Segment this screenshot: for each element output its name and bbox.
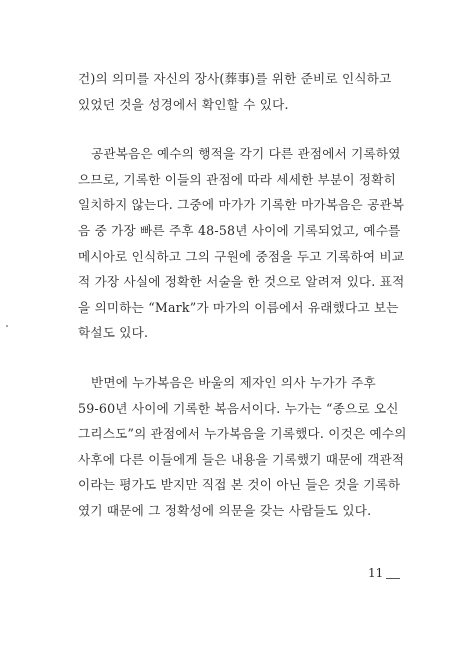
text-line: 있었던 것을 성경에서 확인할 수 있다. bbox=[78, 96, 289, 112]
paragraph-1 bbox=[78, 66, 394, 117]
paragraph-2 bbox=[78, 141, 405, 346]
text-line: 메시아로 인식하고 그의 구원에 중점을 두고 기록하여 비교 bbox=[78, 248, 405, 264]
text-line: 였기 때문에 그 정확성에 의문을 갖는 사람들도 있다. bbox=[78, 502, 372, 518]
text-line: 으므로, 기록한 이들의 관점에 따라 세세한 부분이 정확히 bbox=[78, 171, 397, 187]
text-line: 학설도 있다. bbox=[78, 325, 149, 341]
text-line: 건)의 의미를 자신의 장사(葬事)를 위한 준비로 인식하고 bbox=[78, 71, 392, 86]
text-line: 을 의미하는 “Mark”가 마가의 이름에서 유래했다고 보는 bbox=[78, 299, 399, 315]
text-line: 적 가장 사실에 정확한 서술을 한 것으로 알려져 있다. 표적 bbox=[78, 274, 405, 290]
text-line: 그리스도”의 관점에서 누가복음을 기록했다. 이것은 예수의 bbox=[78, 426, 407, 442]
text-line: 사후에 다른 이들에게 들은 내용을 기록했기 때문에 객관적 bbox=[78, 451, 405, 467]
text-line: 음 중 가장 빠른 주후 48-58년 사이에 기록되었고, 예수를 bbox=[78, 222, 401, 238]
body-text bbox=[78, 66, 407, 548]
text-line: 공관복음은 예수의 행적을 각기 다른 관점에서 기록하였 bbox=[91, 146, 401, 162]
text-line: 59-60년 사이에 기록한 복음서이다. 누가는 “종으로 오신 bbox=[78, 400, 399, 416]
text-line: 이라는 평가도 받지만 직접 본 것이 아닌 들은 것을 기록하 bbox=[78, 477, 401, 493]
page-number: 11 bbox=[368, 566, 384, 580]
paragraph-3 bbox=[78, 370, 407, 524]
page-number-underline bbox=[386, 578, 400, 579]
text-line: 일치하지 않는다. 그중에 마가가 기록한 마가복음은 공관복 bbox=[78, 197, 405, 213]
margin-dot bbox=[6, 325, 8, 327]
text-line: 반면에 누가복음은 바울의 제자인 의사 누가가 주후 bbox=[91, 374, 376, 390]
